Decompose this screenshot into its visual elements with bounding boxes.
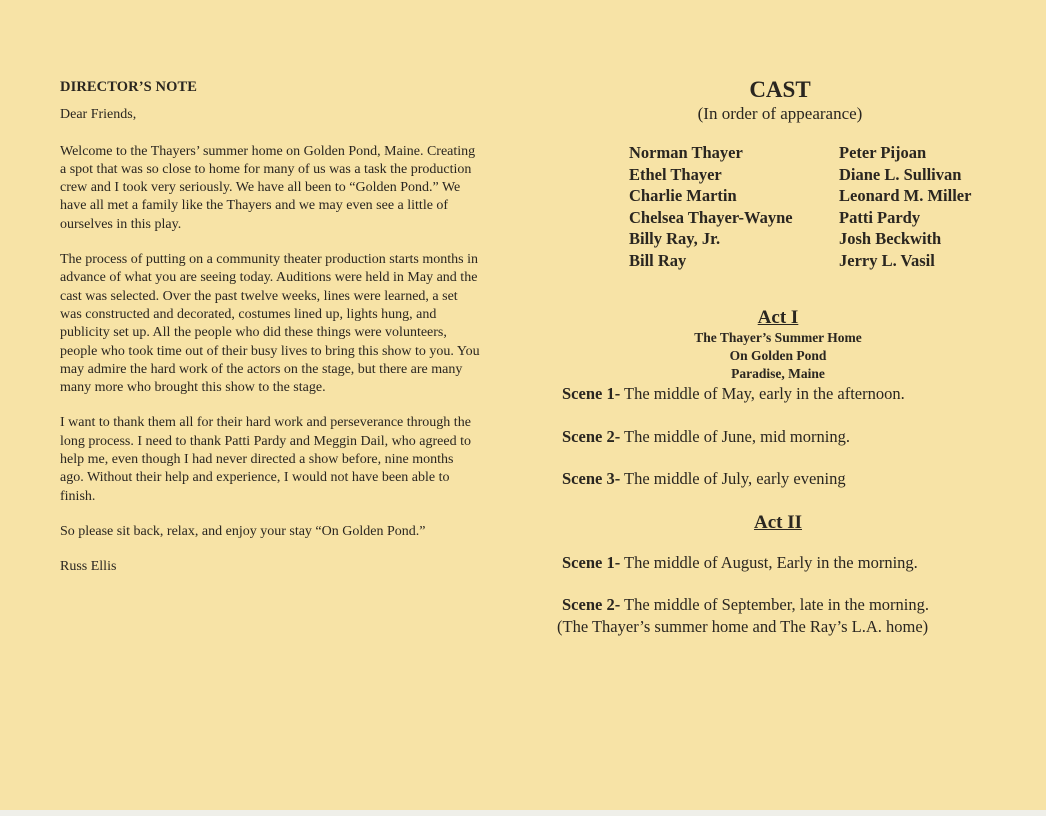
scene-label: Scene 1- [562, 552, 621, 572]
scene-label: Scene 2- [562, 595, 621, 614]
cast-role: Ethel Thayer [629, 164, 722, 184]
note-paragraph: The process of putting on a community theater production starts months in advance of what you are seeing today. Auditions were held in May and the cast was selected. Over the past twelve weeks, lines were learned, a set was constructed and decorated, costumes lined up, lights hung, and publicity set up. All the people who did these things were volunteers, people who took time out of their busy lives to bring this show to you. You may admire the hard work of the actors on the stage, but there are many many more who brought this show to the stage. [60, 252, 480, 396]
cast-row [629, 142, 1009, 164]
note-paragraph: So please sit back, relax, and enjoy your stay “On Golden Pond.” [60, 523, 426, 539]
act-1-scene-2 [545, 426, 1005, 448]
cast-role: Billy Ray, Jr. [629, 229, 721, 248]
cast-row [629, 228, 1009, 250]
directors-note-heading: DIRECTOR’S NOTE [60, 79, 197, 95]
cast-actor: Patti Pardy [839, 207, 921, 227]
scene-description: The middle of June, mid morning. [620, 426, 850, 446]
directors-note [60, 78, 480, 577]
cast-actor: Jerry L. Vasil [839, 250, 935, 270]
cast-row [629, 185, 1009, 207]
act-2-title: Act II [753, 511, 803, 533]
act-1-title: Act I [757, 307, 799, 328]
cast-actor: Diane L. Sullivan [839, 164, 962, 184]
act-2-scene-2 [545, 594, 1005, 616]
cast-row [629, 164, 1009, 186]
cast-row [629, 207, 1009, 229]
cast-role: Charlie Martin [629, 186, 737, 205]
cast-actor: Leonard M. Miller [839, 186, 972, 205]
scene-description: The middle of August, Early in the morning. [620, 552, 918, 572]
page-bottom-edge [0, 810, 1046, 816]
cast-and-scenes [545, 76, 1005, 637]
act-1-setting-line: On Golden Pond [729, 348, 827, 363]
cast-row [629, 250, 1009, 272]
cast-subtitle: (In order of appearance) [697, 104, 863, 123]
cast-role: Bill Ray [629, 250, 687, 270]
cast-role: Chelsea Thayer-Wayne [629, 207, 793, 227]
act-1-setting-line: The Thayer’s Summer Home [694, 330, 862, 345]
cast-list [629, 142, 1009, 271]
act-2-scene-1 [545, 552, 1005, 574]
greeting: Dear Friends, [60, 107, 137, 123]
act-1-scene-1 [545, 383, 1005, 405]
note-paragraph: I want to thank them all for their hard work and perseverance through the long process. I need to thank Patti Pardy and Meggin Dail, who agreed to help me, even though I had never directed a show before, nine months ago. Without their help and experience, I would not have been able to finish. [60, 415, 471, 504]
act-1-scene-3 [545, 468, 1005, 490]
cast-actor: Peter Pijoan [839, 143, 927, 162]
scene-description: The middle of September, late in the morning. [620, 595, 929, 614]
cast-title: CAST [749, 77, 811, 102]
signature: Russ Ellis [60, 559, 117, 575]
scene-label: Scene 2- [562, 426, 621, 446]
note-paragraph: Welcome to the Thayers’ summer home on Golden Pond, Maine. Creating a spot that was so close to home for many of us was a task the production crew and I took very seriously. We have all been to “Golden Pond.” We have all met a family like the Thayers and we may even see a little of ourselves in this play. [60, 143, 476, 232]
scene-description: The middle of July, early evening [620, 469, 846, 488]
act-1-setting-line: Paradise, Maine [731, 366, 825, 381]
scene-label: Scene 1- [562, 384, 621, 403]
scene-description: The middle of May, early in the afternoon. [620, 384, 905, 403]
cast-role: Norman Thayer [629, 143, 743, 162]
act-2-setting-note: (The Thayer’s summer home and The Ray’s L.A. home) [557, 616, 929, 636]
scene-label: Scene 3- [562, 469, 621, 488]
cast-actor: Josh Beckwith [839, 229, 942, 248]
